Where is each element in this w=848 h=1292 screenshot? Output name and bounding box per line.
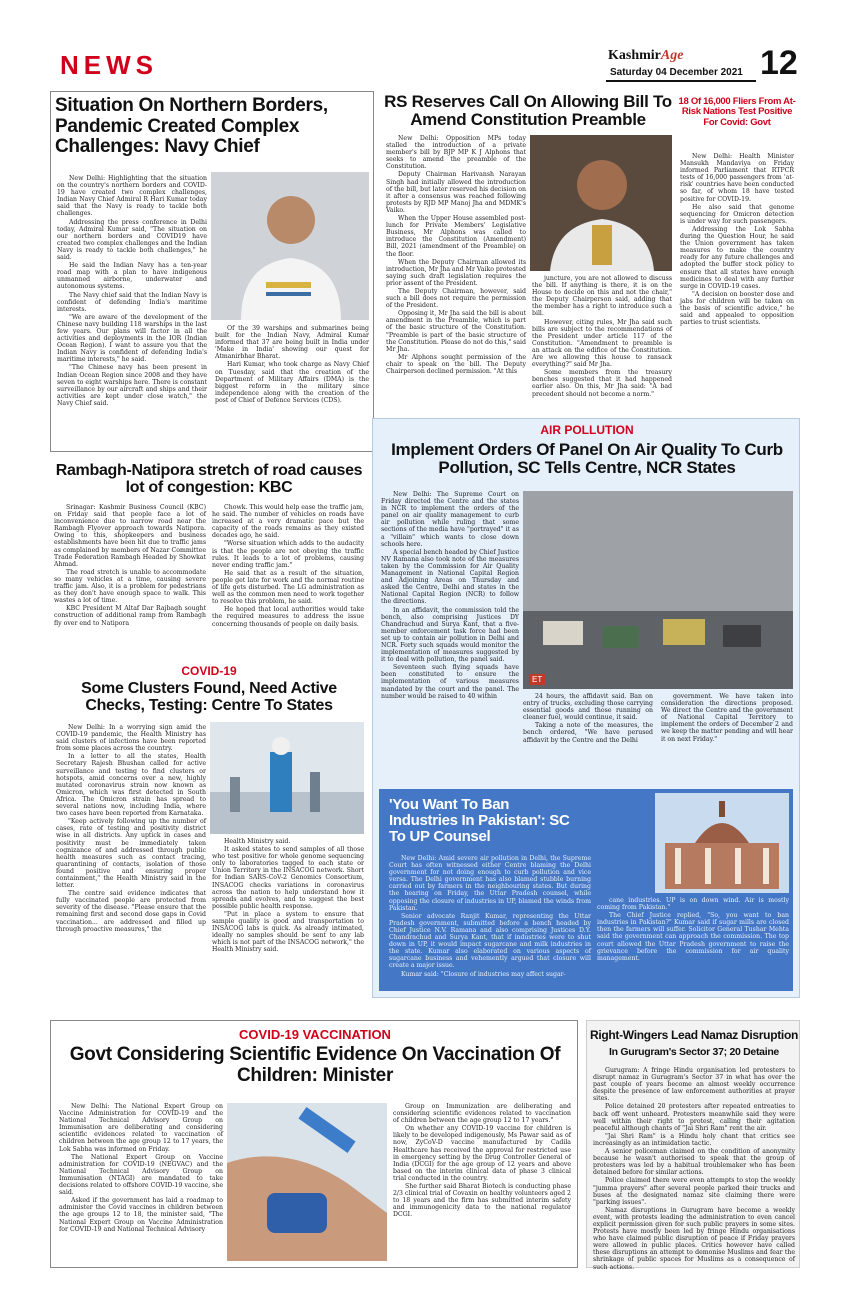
airport-testing-photo: [210, 722, 364, 834]
para: He also said that genome sequencing for Omicron detection is under way for such passengers.: [680, 203, 794, 225]
para: In a letter to all the states, Health Secretary Rajesh Bhushan called for active surveillance and testing to find clusters or hotspots, amid concerns over a new, highly mutated coronavirus strain now known as Omicron, which was first detected in South Africa. The Omicron strain has spread to several nations now, including India, where two cases have been reported from Karnataka.: [56, 753, 206, 818]
article-rambagh: [50, 458, 368, 658]
headline-rambagh: Rambagh-Natipora stretch of road causes lot of congestion: KBC: [55, 462, 363, 497]
para: She further said Bharat Biotech is conducting phase 2/3 clinical trial of Covaxin on healthy volunteers aged 2 to 18 years and the firm has submitted interim safety and immunogenicity data to the national regulator DCGI.: [393, 1183, 571, 1219]
para: Asked if the government has laid a roadmap to administer the Covid vaccines in children between the age groups 12 to 18, the minister said, "The National Expert Group on Vaccine Administration for COVID-19 and National Technical Advisory: [59, 1197, 223, 1233]
kicker-air-pollution: AIR POLLUTION: [540, 423, 634, 437]
article-clusters: [50, 664, 368, 984]
para: New Delhi: The Supreme Court on Friday directed the Centre and the states in NCR to implement the orders of the panel on air quality management to curb air pollution while ruling that some sections of the media have "portrayed" it as a "villain" which wants to close down schools here.: [381, 491, 519, 548]
page-number: 12: [760, 44, 798, 82]
navy-chief-photo: [211, 172, 369, 320]
masthead: [0, 0, 848, 90]
kicker-vaccination: COVID-19 VACCINATION: [239, 1027, 391, 1042]
para: The National Expert Group on Vaccine administration for COVID-19 (NEGVAC) and the National Technical Advisory Group on Immunisation (NTAGI) are mandated to take decisions related to offshore COVID-19 vaccine, she said.: [59, 1153, 223, 1197]
navy-col-1: [57, 175, 207, 445]
para: "We are aware of the development of the Chinese navy building 118 warships in the last few years. Our plans will factor in all the activities and deployments in the IOR (Indian Ocean Region). I want to assure you that the Indian Navy is confident of defending India's maritime interests," he said.: [57, 313, 207, 364]
paper-logo-age: Age: [660, 48, 684, 63]
navy-col-2: [215, 325, 369, 445]
para: Health Ministry said.: [224, 838, 291, 845]
paper-logo: [608, 48, 683, 64]
vacc-col-2: [393, 1103, 571, 1263]
para: He said that as a result of the situation, people get late for work and the normal routine of life gets disturbed. The LG administration as well as the common men need to work together to resolve this problem, he said.: [212, 569, 364, 606]
para: In an affidavit, the commission told the bench, also comprising Justices DY Chandrachud and Surya Kant, that a five-member enforcement task force had been set up to contain air pollution in Delhi and NCR. Forty such squads would monitor the implementation of measures suggested by it to deal with pollution, the panel said.: [381, 606, 519, 664]
section-label: NEWS: [60, 50, 158, 80]
para: Hari Kumar, who took charge as Navy Chief on Tuesday, said that the creation of the Department of Military Affairs (DMA) is the biggest reform in the military since independence along with the creation of the post of Chief of Defence Services (CDS).: [215, 361, 369, 404]
kicker-covid: COVID-19: [181, 664, 237, 678]
para: The Chief Justice replied, "So, you want to ban industries in Pakistan?" Kumar said if sugar mills are closed then the farmers will suffer. Solicitor General Tushar Mehta said the government can approach the commission. The top court allowed the Uttar Pradesh government to raise the grievance before the commission for air quality management.: [597, 912, 789, 962]
para: Police claimed there were even attempts to stop the weekly "jumma prayers" after several people parked their trucks and buses at the designated namaz site claiming there were "parking issues".: [593, 1177, 795, 1206]
para: A senior policeman claimed on the condition of anonymity because he wasn't authorised to speak that the group of protesters was led by a habitual troublemaker who has been detained before for similar actions.: [593, 1148, 795, 1177]
para: Addressing the Lok Sabha during the Question Hour, he said the Union government has taken measures to make the country ready for any future challenges and adopted the buffer stock policy to ensure that all states have enough medicines to deal with any further surge in COVID-19 cases.: [680, 225, 794, 290]
para: "Keep actively following up the number of cases, rate of testing and positivity district wise in all districts. Any uptick in cases and positivity must be immediately taken cognizance of and addressed through public health measures such as contact tracing, quarantining of contacts, isolation of those found positive and ensuring proper containment," the Health Ministry said in the letter.: [56, 818, 206, 890]
article-rs-bill: [382, 91, 674, 452]
para: Chowk. This would help ease the traffic jam, he said. The number of vehicles on roads have increased at a very dramatic pace but the capacity of the roads remains as they existed decades ago, he said.: [212, 504, 364, 540]
para: On whether any COVID-19 vaccine for children is likely to be developed indigenously, Ms Pawar said as of now, ZyCoV-D vaccine manufactured by Cadila Healthcare has received the approval for restricted use in emergency setting by the Drug Controller General of India (DCGI) for the age group of 12 years and above based on the interim clinical data of phase 3 clinical trial conducted in the country.: [393, 1125, 571, 1182]
up-col-1: [389, 855, 591, 987]
para: New Delhi: Opposition MPs today stalled the introduction of a private member's bill by BJP MP K J Alphons that seeks to amend the preamble of the Constitution.: [386, 135, 526, 171]
para: Group on Immunization are deliberating and considering scientific evidences related to vaccination of children between the age group 12 to 17 years.": [393, 1103, 571, 1125]
pollution-col-2: [523, 693, 653, 781]
rambagh-col-1: [54, 504, 206, 654]
pollution-col-1: [381, 491, 519, 781]
pollution-col-3: [661, 693, 793, 781]
article-vaccination: [50, 1020, 578, 1268]
para: Srinagar: Kashmir Business Council (KBC) on Friday said that people face a lot of inconvenience due to narrow road near the Rambagh Flyover approach towards Natipora. Owing to this, shopkeepers and business establishments have been hit due to traffic jams as complained by members of Nazar Committee Trade Federation Rambagh Headed by Showkat Ahmad.: [54, 504, 206, 568]
photo-tag: ET: [529, 674, 545, 685]
para: "Jai Shri Ram" is a Hindu holy chant that critics see increasingly as an intimidation tactic.: [593, 1132, 795, 1147]
headline-rs-bill: RS Reserves Call On Allowing Bill To Amend Constitution Preamble: [384, 92, 672, 130]
para: The Navy chief said that the Indian Navy is confident of defending India's maritime interests.: [57, 291, 207, 313]
rambagh-col-2: [212, 504, 364, 654]
vaccine-injection-photo: [227, 1103, 387, 1261]
clusters-col-1: [56, 724, 206, 982]
para: Of the 39 warships and submarines being built for the Indian Navy, Admiral Kumar informed that 37 are being built in India under 'Make in India' showing our quest for Atmanirbhar Bharat.: [215, 325, 369, 361]
para: "A decision on booster dose and jabs for children will be taken on the basis of scientific advice," he said and appealed to opposition parties to trust scientists.: [680, 290, 794, 327]
para: New Delhi: Health Minister Mansukh Mandaviya on Friday informed Parliament that RTPCR tests of 16,000 passengers from 'at-risk' countries have been conducted so far, of whom 18 have tested positive for COVID-19.: [680, 153, 794, 203]
para: "The Chinese navy has been present in Indian Ocean Region since 2008 and they have seven to eight warships here. There is constant surveillance by our aircraft and ships and their activities are kept under close watch," the Navy Chief said.: [57, 364, 207, 407]
para: It asked states to send samples of all those who test positive for whole genome sequencing only to laboratories tagged to each state or Union Territory in the INSACOG network. Short for Indian SARS-CoV-2 Genomics Consortium, INSACOG checks variations in coronavirus across the nation to help understand how it spreads and evolves, and to suggest the best possible public health response.: [212, 846, 364, 910]
headline-clusters: Some Clusters Found, Need Active Checks, Testing: Centre To States: [81, 680, 337, 715]
para: "Put in place a system to ensure that sample quality is good and transportation to INSACOG labs is quick. As already intimated, ideally no samples should be sent to any lab which is not part of the INSACOG network," the Health Ministry said.: [212, 910, 364, 954]
para: 24 hours, the affidavit said. Ban on entry of trucks, excluding those carrying essential goods and those running on cleaner fuel, would continue, it said.: [523, 693, 653, 722]
para: Deputy Chairman Harivansh Narayan Singh had initially allowed the introduction of the bill, but later reserved his decision on it after a consensus was reached following protests by RJD MP Manoj Jha and MDMK's Vaiko.: [386, 171, 526, 214]
vacc-col-1: [59, 1103, 223, 1263]
para: "Worse situation which adds to the audacity is that the people are not obeying the traffic rules. It leads to a lot of problems, causing never ending traffic jam.": [212, 540, 364, 569]
para: He hoped that local authorities would take the required measures to address the issue concerning thousands of people on daily basis.: [212, 606, 364, 628]
headline-up-counsel: 'You Want To Ban Industries In Pakistan': SC To UP Counsel: [389, 796, 570, 846]
para: Opposing it, Mr Jha said the bill is about amendment in the Preamble, which is part of the basic structure of the Constitution. "Preamble is part of the basic structure of the Constitution. Please do not do this," said Mr Jha.: [386, 310, 526, 353]
para: When the Deputy Chairman allowed its introduction, Mr Jha and Mr Vaiko protested saying such draft legislation requires the prior assent of the President.: [386, 258, 526, 287]
para: He said the Indian Navy has a ten-year road map with a plan to have indigenous unmanned airborne, underwater and autonomous systems.: [57, 262, 207, 291]
para: cane industries. UP is on down wind. Air is mostly coming from Pakistan.": [597, 897, 789, 912]
article-navy-chief: [50, 91, 374, 452]
headline-fliers: 18 Of 16,000 Fliers From At-Risk Nations Test Positive For Covid: Govt: [678, 96, 796, 128]
headline-gurugram-1: Right-Wingers Lead Namaz Disruption: [589, 1028, 799, 1042]
para: Mr Alphons sought permission of the chair to speak on the bill. The Deputy Chairperson declined permission. "At this: [386, 353, 526, 375]
article-fliers: [678, 91, 796, 452]
para: The road stretch is unable to accommodate so many vehicles at a time, causing severe traffic jam. Also, it is a problem for pedestrians as they don't have enough space to walk. This wastes a lot of time.: [54, 568, 206, 605]
para: Seventeen such flying squads have been constituted to ensure the implementation of various measures mandated by the court and the panel. The number would be raised to 40 within: [381, 664, 519, 700]
clusters-col-2: [212, 838, 364, 982]
para: juncture, you are not allowed to discuss the bill. If anything is there, it is on the House to decide on this and not the chair," the Deputy Chairperson said, adding that the member has a right to introduce such a bill.: [532, 275, 672, 318]
para: Police detained 20 protesters after repeated entreaties to back off went unheard. Protesters meanwhile said they were well within their right to protest, calling their agitation peaceful although chants of "Jai Shri Ram" rent the air.: [593, 1103, 795, 1132]
para: A special bench headed by Chief Justice NV Ramana also took note of the measures taken by the Commission for Air Quality Management in National Capital Region and Adjoining Areas on Thursday and asked the Centre, Delhi and states in the National Capital Region (NCR) to follow the directions.: [381, 548, 519, 606]
para: New Delhi: Highlighting that the situation on the country's northern borders and COVID-19 have created two complex challenges, Indian Navy Chief Admiral R Hari Kumar today said that the Navy is ready to tackle both challenges.: [57, 175, 207, 218]
para: Addressing the press conference in Delhi today, Admiral Kumar said, "The situation on our northern borders and COVID19 have created two complex challenges and the Indian Navy is ready to tackle both challenges," he said.: [57, 218, 207, 262]
issue-date: Saturday 04 December 2021: [610, 67, 743, 78]
para: Taking a note of the measures, the bench ordered, "We have perused affidavit by the Centre and the Delhi: [523, 722, 653, 744]
masthead-rule: [606, 80, 756, 82]
headline-navy-chief: Situation On Northern Borders, Pandemic Created Complex Challenges: Navy Chief: [55, 95, 328, 158]
rs-col-1: [386, 135, 526, 445]
article-gurugram: [586, 1020, 800, 1271]
para: The Deputy Chairman, however, said such a bill does not require the permission of the President.: [386, 287, 526, 310]
para: Gurugram: A fringe Hindu organisation led protesters to disrupt namaz in Gurugram's Sector 37 in what has over the past couple of years become an almost weekly occurrence despite the presence of law enforcement authorities at prayer sites.: [593, 1067, 795, 1103]
para: Some members from the treasury benches suggested that it had happened earlier also. On this, Mr Jha said: "A bad precedent should not become a norm.": [532, 369, 672, 398]
paper-logo-kashmir: Kashmir: [608, 48, 661, 63]
alphons-photo: [530, 135, 672, 271]
para: When the Upper House assembled post-lunch for Private Members' Legislative Business, Mr Alphons was called to introduce the Constitution (Amendment) Bill, 2021 (amendment of the Preamble) on the floor.: [386, 215, 526, 258]
para: KBC President M Altaf Dar Rajbagh sought construction of additional ramp from Rambagh fly over end to Natipora: [54, 605, 206, 627]
article-up-counsel: [379, 789, 793, 991]
article-air-pollution: [372, 418, 800, 998]
para: However, citing rules, Mr Jha said such bills are subject to the recommendations of the President under article 117 of the Constitution. "Amendment to preamble is an attack on the edifice of the Constitution. Are we allowing this house to ransack everything?" said Mr Jha.: [532, 318, 672, 369]
para: The centre said evidence indicates that fully vaccinated people are protected from severity of the disease. "Please ensure that the remaining first and second dose gaps in Covid vaccination... are addressed and filled up through proactive measures," the: [56, 890, 206, 933]
para: Kumar said: "Closure of industries may affect sugar-: [401, 970, 566, 978]
gurugram-body: [593, 1067, 795, 1271]
para: New Delhi: The National Expert Group on Vaccine Administration for COVID-19 and the National Technical Advisory Group on Immunisation are deliberating and considering scientific evidences related to vaccination of children between the age group 12 to 17 years, the Lok Sabha was informed on Friday.: [59, 1103, 223, 1153]
para: Senior advocate Ranjit Kumar, representing the Uttar Pradesh government, submitted before a bench headed by Chief Justice N.V. Ramana and also comprising Justices D.Y. Chandrachud and Surya Kant, that if industries were to shut down in UP, it would impact sugarcane and milk industries in the state. Kumar also elaborated on various aspects of sugarcane business and vehemently argued that closure will create a major issue.: [389, 912, 591, 970]
para: Namaz disruptions in Gurugram have become a weekly event, with protests leading the administration to even cancel explicit permission given for such public prayers in some sites. Protests have mostly been led by fringe Hindu organisations who have claimed public disruption of peace if Friday prayers were allowed in public places. Critics however have called these disruptions an attempt to demonise Muslims and fear the shrinkage of public spaces for Muslims as a consequence of such actions.: [593, 1206, 795, 1271]
fliers-body: [680, 153, 794, 443]
para: government. We have taken into consideration the directions proposed. We direct the Centre and the government of National Capital Territory to implement the orders of December 2 and we keep the matter pending and will hear it on next Friday.": [661, 693, 793, 743]
para: New Delhi: In a worrying sign amid the COVID-19 pandemic, the Health Ministry has said clusters of infections have been reported from some places across the country.: [56, 724, 206, 753]
headline-gurugram-2: In Gurugram's Sector 37; 20 Detaine: [609, 1046, 779, 1058]
headline-air-pollution: Implement Orders Of Panel On Air Quality To Curb Pollution, SC Tells Centre, NCR States: [391, 440, 783, 478]
para: New Delhi: Amid severe air pollution in Delhi, the Supreme Court has often witnessed either Centre blaming the Delhi government for not doing enough to curb pollution and vice versa. The Delhi government has also blamed stubble burning carried out by farmers in the neighbouring states. But during the hearing on Friday, the Uttar Pradesh counsel, while opposing the closure of industries in UP, blamed the winds from Pakistan.: [389, 855, 591, 912]
supreme-court-photo: [655, 793, 789, 893]
headline-vaccination: Govt Considering Scientific Evidence On Vaccination Of Children: Minister: [69, 1044, 561, 1086]
up-col-2: [597, 897, 789, 987]
smog-traffic-photo: [523, 491, 793, 689]
